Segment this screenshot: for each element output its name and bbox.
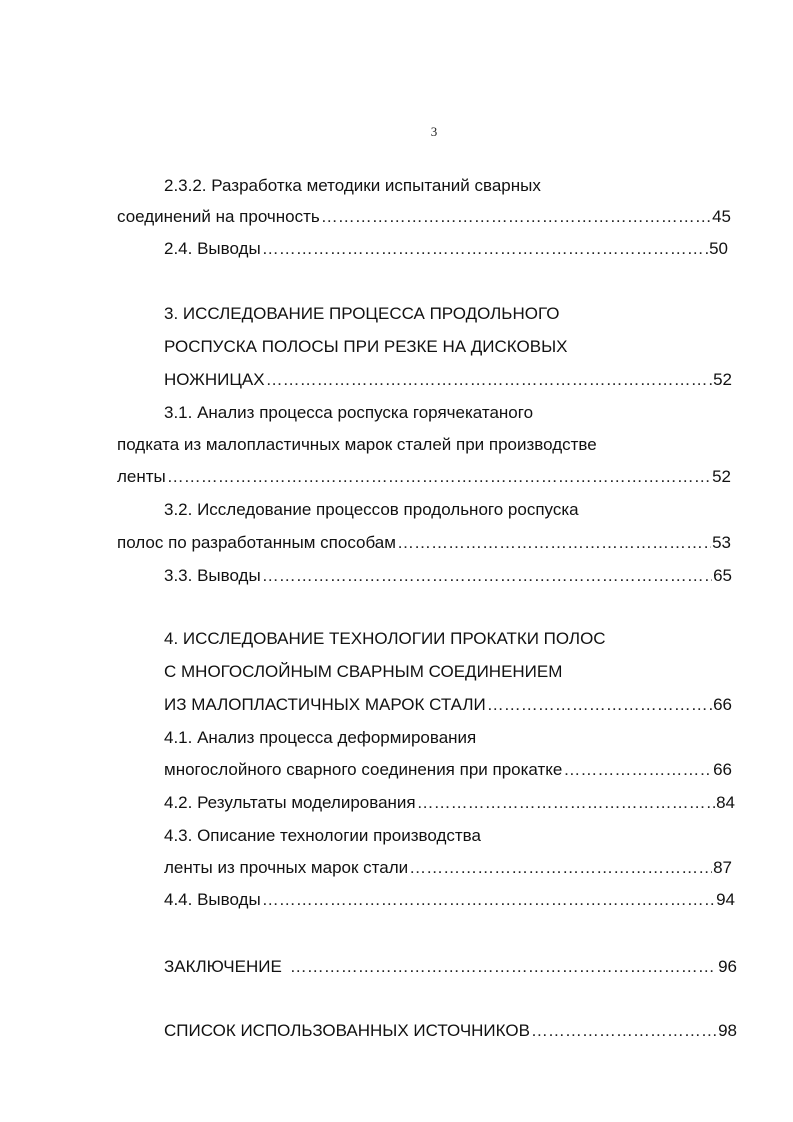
dot-leader — [531, 1020, 717, 1042]
toc-entry-3-2[interactable] — [117, 532, 731, 554]
toc-4-title: ИЗ МАЛОПЛАСТИЧНЫХ МАРОК СТАЛИ — [164, 695, 486, 714]
page-number: 3 — [430, 124, 438, 139]
toc-3-page: 52 — [713, 370, 732, 389]
toc-conclusion-page: 96 — [718, 957, 737, 976]
dot-leader — [409, 857, 712, 879]
toc-entry-2-4[interactable] — [164, 238, 728, 260]
toc-3-1-line2: подката из малопластичных марок сталей при производстве — [117, 435, 597, 454]
toc-entry-4-1[interactable] — [164, 759, 732, 781]
toc-entry-3-3[interactable] — [164, 565, 732, 587]
toc-3-1-page: 52 — [712, 467, 731, 486]
dot-leader — [417, 792, 715, 814]
toc-3-1-title: ленты — [117, 467, 166, 486]
toc-2-3-2-page: 45 — [712, 207, 731, 226]
dot-leader — [563, 759, 712, 781]
toc-entry-4-4[interactable] — [164, 889, 735, 911]
toc-2-4-title: 2.4. Выводы — [164, 239, 261, 258]
toc-4-line1: 4. ИССЛЕДОВАНИЕ ТЕХНОЛОГИИ ПРОКАТКИ ПОЛОС — [164, 629, 606, 648]
dot-leader — [167, 466, 711, 488]
dot-leader — [290, 956, 717, 978]
toc-4-2-title: 4.2. Результаты моделирования — [164, 793, 416, 812]
toc-3-2-line1: 3.2. Исследование процессов продольного роспуска — [164, 500, 579, 519]
toc-3-2-title: полос по разработанным способам — [117, 533, 396, 552]
dot-leader — [487, 694, 712, 716]
toc-conclusion-title: ЗАКЛЮЧЕНИЕ — [164, 957, 282, 976]
toc-references-page: 98 — [718, 1021, 737, 1040]
dot-leader — [262, 889, 715, 911]
toc-entry-4-2[interactable] — [164, 792, 735, 814]
toc-4-line2: С МНОГОСЛОЙНЫМ СВАРНЫМ СОЕДИНЕНИЕМ — [164, 662, 563, 681]
toc-3-1-line1: 3.1. Анализ процесса роспуска горячекатаного — [164, 403, 534, 422]
toc-3-3-page: 65 — [713, 566, 732, 585]
dot-leader — [397, 532, 711, 554]
toc-3-2-page: 53 — [712, 533, 731, 552]
toc-entry-2-3-2[interactable] — [117, 206, 731, 228]
toc-entry-conclusion[interactable] — [164, 956, 737, 978]
toc-4-3-title: ленты из прочных марок стали — [164, 858, 409, 877]
toc-4-1-line1: 4.1. Анализ процесса деформирования — [164, 728, 477, 747]
toc-3-3-title: 3.3. Выводы — [164, 566, 261, 585]
dot-leader — [266, 369, 713, 391]
toc-entry-3-1[interactable] — [117, 466, 731, 488]
toc-2-3-2-line1: 2.3.2. Разработка методики испытаний сварных — [164, 176, 541, 195]
dot-leader — [262, 565, 712, 587]
toc-4-1-title: многослойного сварного соединения при прокатке — [164, 760, 563, 779]
dot-leader — [321, 206, 711, 228]
toc-4-3-line1: 4.3. Описание технологии производства — [164, 826, 481, 845]
toc-2-3-2-title: соединений на прочность — [117, 207, 320, 226]
toc-references-title: СПИСОК ИСПОЛЬЗОВАННЫХ ИСТОЧНИКОВ — [164, 1021, 530, 1040]
dot-leader — [262, 238, 708, 260]
toc-entry-4[interactable] — [164, 694, 732, 716]
toc-3-line1: 3. ИССЛЕДОВАНИЕ ПРОЦЕССА ПРОДОЛЬНОГО — [164, 304, 560, 323]
toc-3-title: НОЖНИЦАХ — [164, 370, 265, 389]
toc-3-line2: РОСПУСКА ПОЛОСЫ ПРИ РЕЗКЕ НА ДИСКОВЫХ — [164, 337, 568, 356]
toc-4-page: 66 — [713, 695, 732, 714]
toc-entry-references[interactable] — [164, 1020, 737, 1042]
toc-4-1-page: 66 — [713, 760, 732, 779]
toc-4-2-page: 84 — [716, 793, 735, 812]
toc-entry-3[interactable] — [164, 369, 732, 391]
toc-entry-4-3[interactable] — [164, 857, 732, 879]
toc-4-4-title: 4.4. Выводы — [164, 890, 261, 909]
toc-4-4-page: 94 — [716, 890, 735, 909]
toc-2-4-page: 50 — [709, 239, 728, 258]
toc-4-3-page: 87 — [713, 858, 732, 877]
